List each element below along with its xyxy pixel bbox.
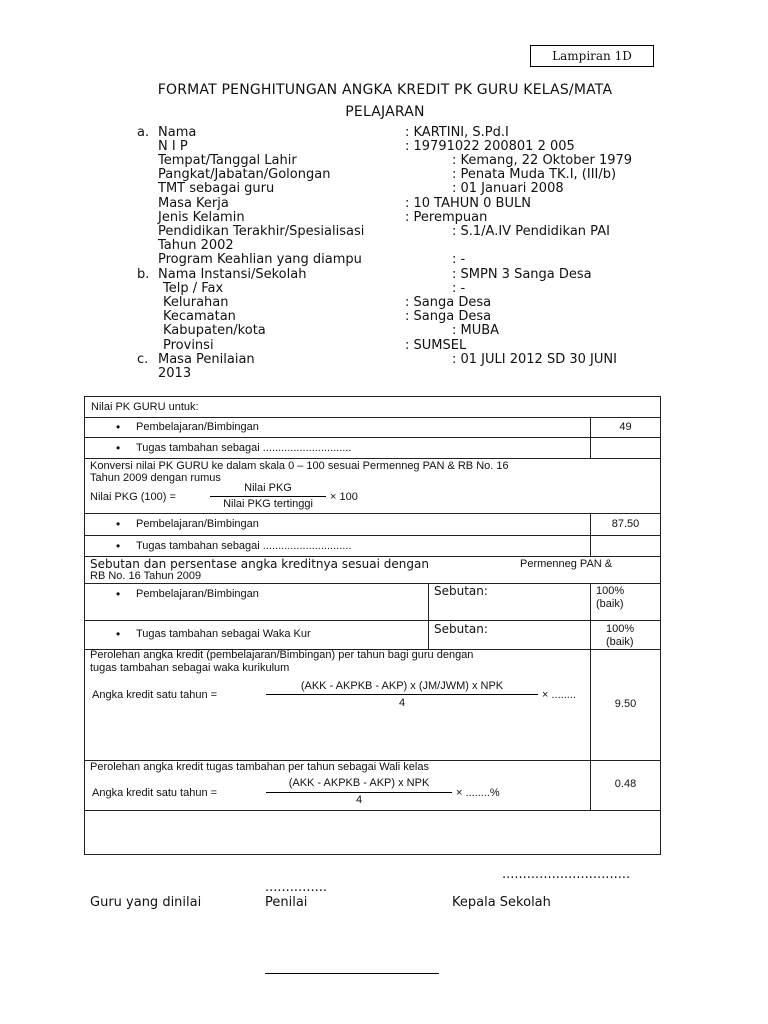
persen-2-note: (baik): [606, 636, 634, 648]
konversi-value: 87.50: [611, 518, 640, 530]
pendidikan-value: : S.1/A.IV Pendidikan PAI: [452, 224, 610, 239]
marker-b: b.: [137, 267, 150, 282]
kecamatan-value: : Sanga Desa: [405, 309, 492, 324]
konversi-pembelajaran-label: • Pembelajaran/Bimbingan: [136, 518, 259, 530]
masa-kerja-value: : 10 TAHUN 0 BULN: [405, 196, 531, 211]
perolehan1-line2: tugas tambahan sebagai waka kurikulum: [90, 662, 290, 674]
kelurahan-label: Kelurahan: [163, 295, 229, 310]
ak1-formula-bar: [266, 694, 538, 695]
telp-value: : -: [452, 281, 466, 296]
pkg-formula-bar: [210, 496, 326, 497]
nama-label: Nama: [158, 125, 197, 140]
ak2-formula-denominator: 4: [355, 794, 363, 806]
ak1-formula-tail: × ........: [542, 689, 576, 701]
signature-dots-right: ...............................: [502, 867, 631, 882]
lampiran-label: Lampiran 1D: [530, 45, 654, 67]
ttl-label: Tempat/Tanggal Lahir: [158, 153, 297, 168]
sebutan-line1-b: Permenneg PAN &: [520, 558, 613, 570]
cell-nilai-tugas: [590, 437, 661, 459]
row-empty: [84, 810, 661, 855]
sebutan-label-1: Sebutan:: [434, 584, 488, 598]
perolehan1-value: 9.50: [614, 698, 637, 710]
ak2-formula: [92, 777, 587, 809]
tahun-label: Tahun 2002: [158, 238, 234, 253]
nilai-pembelajaran-value: 49: [619, 421, 632, 433]
marker-c: c.: [137, 352, 149, 367]
konversi-line2: Tahun 2009 dengan rumus: [90, 472, 221, 484]
masa-penilaian-label: Masa Penilaian: [158, 352, 255, 367]
kabupaten-value: : MUBA: [452, 323, 500, 338]
document-title-cont: PELAJARAN: [345, 104, 425, 120]
masa-penilaian-cont: 2013: [158, 366, 192, 381]
signature-guru: Guru yang dinilai: [90, 895, 202, 910]
marker-a: a.: [137, 125, 150, 140]
pkg-formula-mult: × 100: [330, 491, 358, 503]
signature-kepala: Kepala Sekolah: [452, 895, 551, 910]
signature-line: [265, 973, 439, 974]
ttl-value: : Kemang, 22 Oktober 1979: [452, 153, 633, 168]
provinsi-label: Provinsi: [163, 338, 214, 353]
telp-label: Telp / Fax: [163, 281, 224, 296]
tmt-value: : 01 Januari 2008: [452, 181, 564, 196]
signature-penilai: Penilai: [265, 895, 308, 910]
jenis-kelamin-label: Jenis Kelamin: [158, 210, 245, 225]
pangkat-value: : Penata Muda TK.I, (III/b): [452, 167, 617, 182]
cell-konversi-tugas: [590, 535, 661, 557]
pangkat-label: Pangkat/Jabatan/Golongan: [158, 167, 331, 182]
ak2-formula-bar: [266, 792, 452, 793]
program-value: : -: [452, 252, 466, 267]
ak1-formula-lhs: Angka kredit satu tahun =: [92, 689, 218, 701]
instansi-label: Nama Instansi/Sekolah: [158, 267, 307, 282]
ak1-formula: [92, 680, 587, 712]
ak2-formula-tail: × ........%: [456, 787, 500, 799]
masa-penilaian-value: : 01 JULI 2012 SD 30 JUNI: [452, 352, 617, 367]
kelurahan-value: : Sanga Desa: [405, 295, 492, 310]
persen-2: 100%: [606, 623, 635, 635]
perolehan2-value: 0.48: [614, 778, 637, 790]
pkg-formula-numerator: Nilai PKG: [244, 482, 292, 494]
program-label: Program Keahlian yang diampu: [158, 252, 362, 267]
persen-1-note: (baik): [596, 598, 624, 610]
pkg-formula-denominator: Nilai PKG tertinggi: [223, 498, 313, 510]
konversi-line1: Konversi nilai PK GURU ke dalam skala 0 – 100 sesuai Permenneg PAN & RB No. 16: [90, 460, 509, 472]
sebutan-tugas-label: • Tugas tambahan sebagai Waka Kur: [136, 628, 311, 640]
document-title: FORMAT PENGHITUNGAN ANGKA KREDIT PK GURU KELAS/MATA: [157, 82, 613, 98]
nip-value: : 19791022 200801 2 005: [405, 139, 575, 154]
signature-dots-left: ...............: [265, 880, 327, 895]
instansi-value: : SMPN 3 Sanga Desa: [452, 267, 592, 282]
nilai-header-label: Nilai PK GURU untuk:: [91, 401, 199, 413]
konversi-tugas-label: • Tugas tambahan sebagai .............................: [136, 540, 351, 552]
tmt-label: TMT sebagai guru: [158, 181, 275, 196]
nilai-pembelajaran-label: • Pembelajaran/Bimbingan: [136, 421, 259, 433]
pkg-formula: [90, 482, 390, 512]
row-nilai-header: [84, 396, 661, 418]
ak2-formula-numerator: (AKK - AKPKB - AKP) x NPK: [288, 777, 430, 789]
pkg-formula-lhs: Nilai PKG (100) =: [90, 491, 176, 503]
kecamatan-label: Kecamatan: [163, 309, 236, 324]
perolehan1-line1: Perolehan angka kredit (pembelajaran/Bimbingan) per tahun bagi guru dengan: [90, 649, 474, 661]
sebutan-label-2: Sebutan:: [434, 622, 488, 636]
ak1-formula-numerator: (AKK - AKPKB - AKP) x (JM/JWM) x NPK: [300, 680, 504, 692]
ak1-formula-denominator: 4: [398, 697, 406, 709]
ak2-formula-lhs: Angka kredit satu tahun =: [92, 787, 218, 799]
perolehan2-line1: Perolehan angka kredit tugas tambahan per tahun sebagai Wali kelas: [90, 761, 429, 773]
sebutan-pembelajaran-label: • Pembelajaran/Bimbingan: [136, 588, 259, 600]
kabupaten-label: Kabupaten/kota: [163, 323, 266, 338]
nama-value: : KARTINI, S.Pd.I: [405, 125, 509, 140]
persen-1: 100%: [596, 585, 625, 597]
provinsi-value: : SUMSEL: [405, 338, 467, 353]
sebutan-line1-a: Sebutan dan persentase angka kreditnya sesuai dengan: [90, 557, 429, 571]
masa-kerja-label: Masa Kerja: [158, 196, 229, 211]
nilai-tugas-label: • Tugas tambahan sebagai .............................: [136, 442, 351, 454]
jenis-kelamin-value: : Perempuan: [405, 210, 488, 225]
pendidikan-label: Pendidikan Terakhir/Spesialisasi: [158, 224, 365, 239]
nip-label: N I P: [158, 139, 188, 154]
sebutan-line2: RB No. 16 Tahun 2009: [90, 570, 202, 582]
